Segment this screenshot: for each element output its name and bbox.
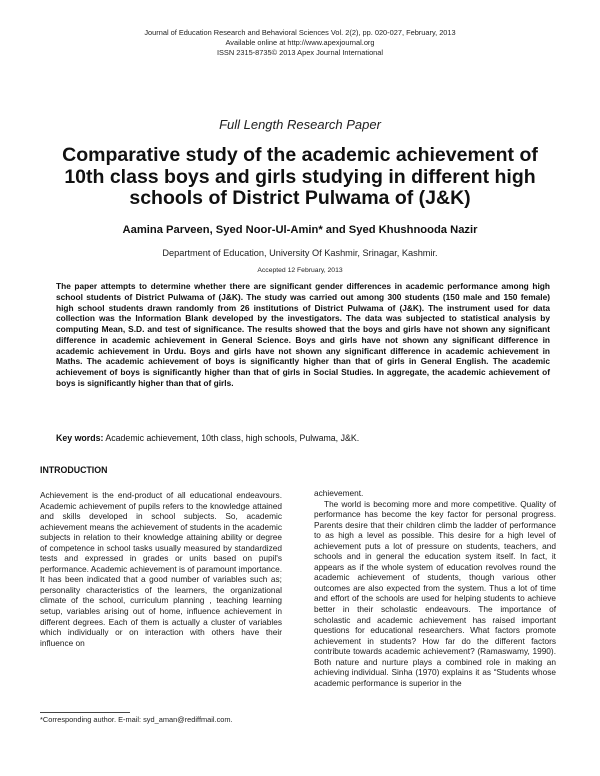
keywords [56,433,550,443]
paragraph: The world is becoming more and more competitive. Quality of performance has become the key factor for personal progress. Parents desire that their children climb the ladder of performance to as high a level as possible. This desire for a high level of achievement puts a lot of pressure on students, teachers, and schools and in general the education system itself. In fact, it appears as if the whole system of education revolves round the academic achievement of students, though various other outcomes are also expected from the system. Thus a lot of time and effort of the schools are used for helping students to achieve better in their scholastic endeavours. The importance of scholastic and academic achievement has raised important questions for educational researchers. What factors promote achievement in students? How far do the different factors contribute towards academic achievement? (Ramaswamy, 1990). Both nature and nurture plays a combined role in making an achieving individual. Sinha (1970) explains it as “Students whose academic performance is superior in the [314,498,556,688]
abstract: The paper attempts to determine whether there are significant gender differences in academic performance among high school students of District Pulwama of (J&K). The study was carried out among 300 students (150 male and 150 female) high school students drawn randomly from 26 institutions of District Pulwama of (J&K). The instrument used for data collection was the Information Blank developed by the investigators. The data was subjected to statistical analysis by computing Mean, S.D. and test of significance. The results showed that the boys and girls have not shown any significant difference in academic achievement in General Science. Boys and girls have not shown any significant difference in academic achievement in Urdu. Boys and girls have not shown any significant difference in academic achievement in Maths. The academic achievement of boys is significantly higher than that of girls in General English. The academic achievement of boys is significantly higher than that of girls in Social Studies. In aggregate, the academic achievement of boys is significantly higher than that of girls. [56,281,550,388]
paragraph: achievement. [314,488,364,498]
body-column-right [314,488,556,688]
journal-header [0,28,600,58]
paragraph: Achievement is the end-product of all educational endeavours. Academic achievement of pupils refers to the knowledge attained and skills developed in school subjects. So, academic achievement means the achievement of students in the academic subjects in relation to their knowledge attaining ability or degree of competence in school tasks usually measured by standardized tests and expressed in grades or units based on pupil's performance. Academic achievement is of paramount importance. It has been indicated that a good number of variables such as; personality characteristics of the learners, the organizational climate of the school, curriculum planning , teaching learning setup, variables arising out of home, influence achievement in different degrees. Each of them is actually a cluster of variables which individually or on interaction with others have their influence on [40,490,282,648]
affiliation: Department of Education, University Of Kashmir, Srinagar, Kashmir. [162,248,438,258]
corresponding-author-footnote: *Corresponding author. E-mail: syd_aman@rediffmail.com. [40,715,233,724]
accepted-date: Accepted 12 February, 2013 [257,267,343,274]
section-heading-introduction: INTRODUCTION [40,465,108,475]
journal-citation: Journal of Education Research and Behavioral Sciences Vol. 2(2), pp. 020-027, February, 2013 [144,28,456,37]
journal-issn: ISSN 2315-8735© 2013 Apex Journal International [216,48,384,57]
journal-url: Available online at http://www.apexjournal.org [225,38,375,47]
paper-type: Full Length Research Paper [219,117,381,132]
authors: Aamina Parveen, Syed Noor-Ul-Amin* and Syed Khushnooda Nazir [122,224,478,236]
body-column-left [40,490,282,648]
paper-title: Comparative study of the academic achievement of 10th class boys and girls studying in different high schools of District Pulwama of (J&K) [62,144,538,209]
keywords-label: Key words: [56,433,104,443]
keywords-text: Academic achievement, 10th class, high schools, Pulwama, J&K. [103,433,360,443]
footnote-divider [40,712,130,713]
